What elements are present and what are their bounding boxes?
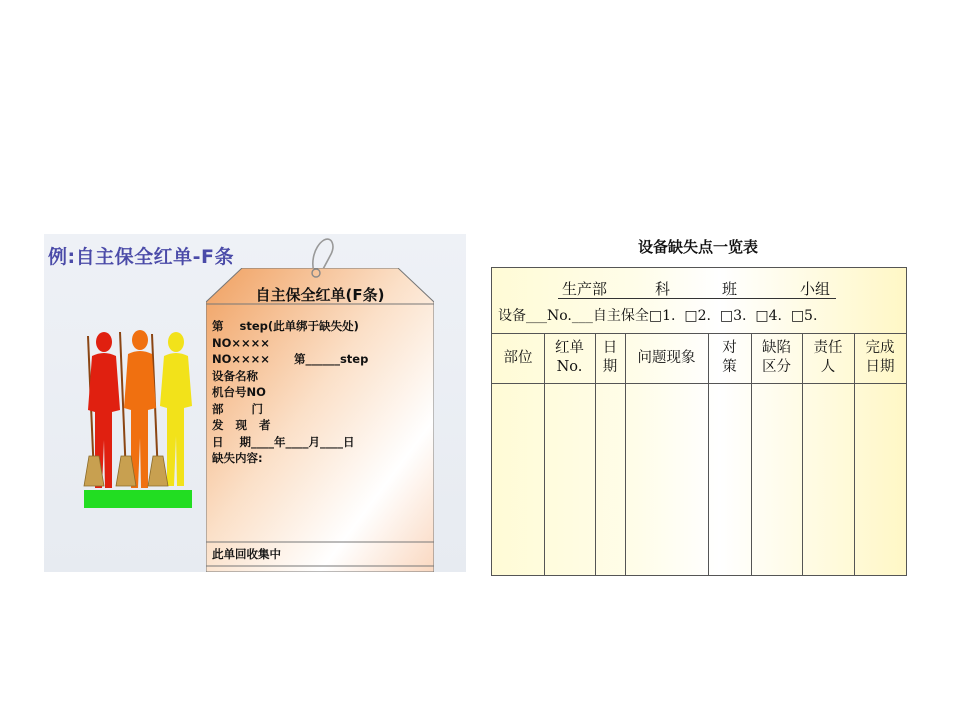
group-label: 小组: [800, 280, 831, 298]
tag-line: 缺失内容:: [212, 451, 263, 465]
column-header: 对 策: [722, 340, 737, 375]
cleaning-people-illustration: [80, 326, 200, 511]
tag-line: NO×××× 第______step: [212, 352, 369, 366]
tag-line: 发 现 者: [212, 418, 271, 432]
example-title: 例:自主保全红单-F条: [48, 246, 234, 268]
column-header: 责任 人: [813, 340, 843, 375]
red-tag-card: [206, 268, 434, 572]
tag-field-list: [212, 318, 368, 467]
defect-table: [492, 333, 906, 575]
tag-footer: 此单回收集中: [212, 547, 281, 561]
green-ground-bar: [84, 490, 192, 508]
table-title: 设备缺失点一览表: [637, 238, 758, 256]
tag-title: 自主保全红单(F条): [255, 286, 385, 304]
department-label: 生产部: [562, 280, 608, 298]
equipment-line: 设备___No.___自主保全□1. □2. □3. □4. □5.: [498, 308, 818, 324]
column-header: 问题现象: [637, 350, 696, 366]
team-label: 班: [722, 280, 738, 298]
tag-line: 机台号NO: [212, 385, 266, 399]
column-header: 红单 No.: [555, 340, 584, 375]
column-header: 缺陷 区分: [762, 340, 791, 375]
column-header: 部位: [503, 350, 533, 366]
defect-list-sheet: [491, 267, 907, 576]
tag-line: 设备名称: [212, 368, 258, 383]
tag-line: 日 期____年____月____日: [212, 434, 355, 449]
tag-line: 部 门: [212, 401, 264, 416]
column-header: 日 期: [602, 340, 618, 375]
section-label: 科: [655, 280, 671, 298]
tag-line: 第 step(此单绑于缺失处): [212, 319, 359, 333]
column-header: 完成 日期: [865, 340, 895, 375]
tag-line: NO××××: [212, 335, 274, 350]
